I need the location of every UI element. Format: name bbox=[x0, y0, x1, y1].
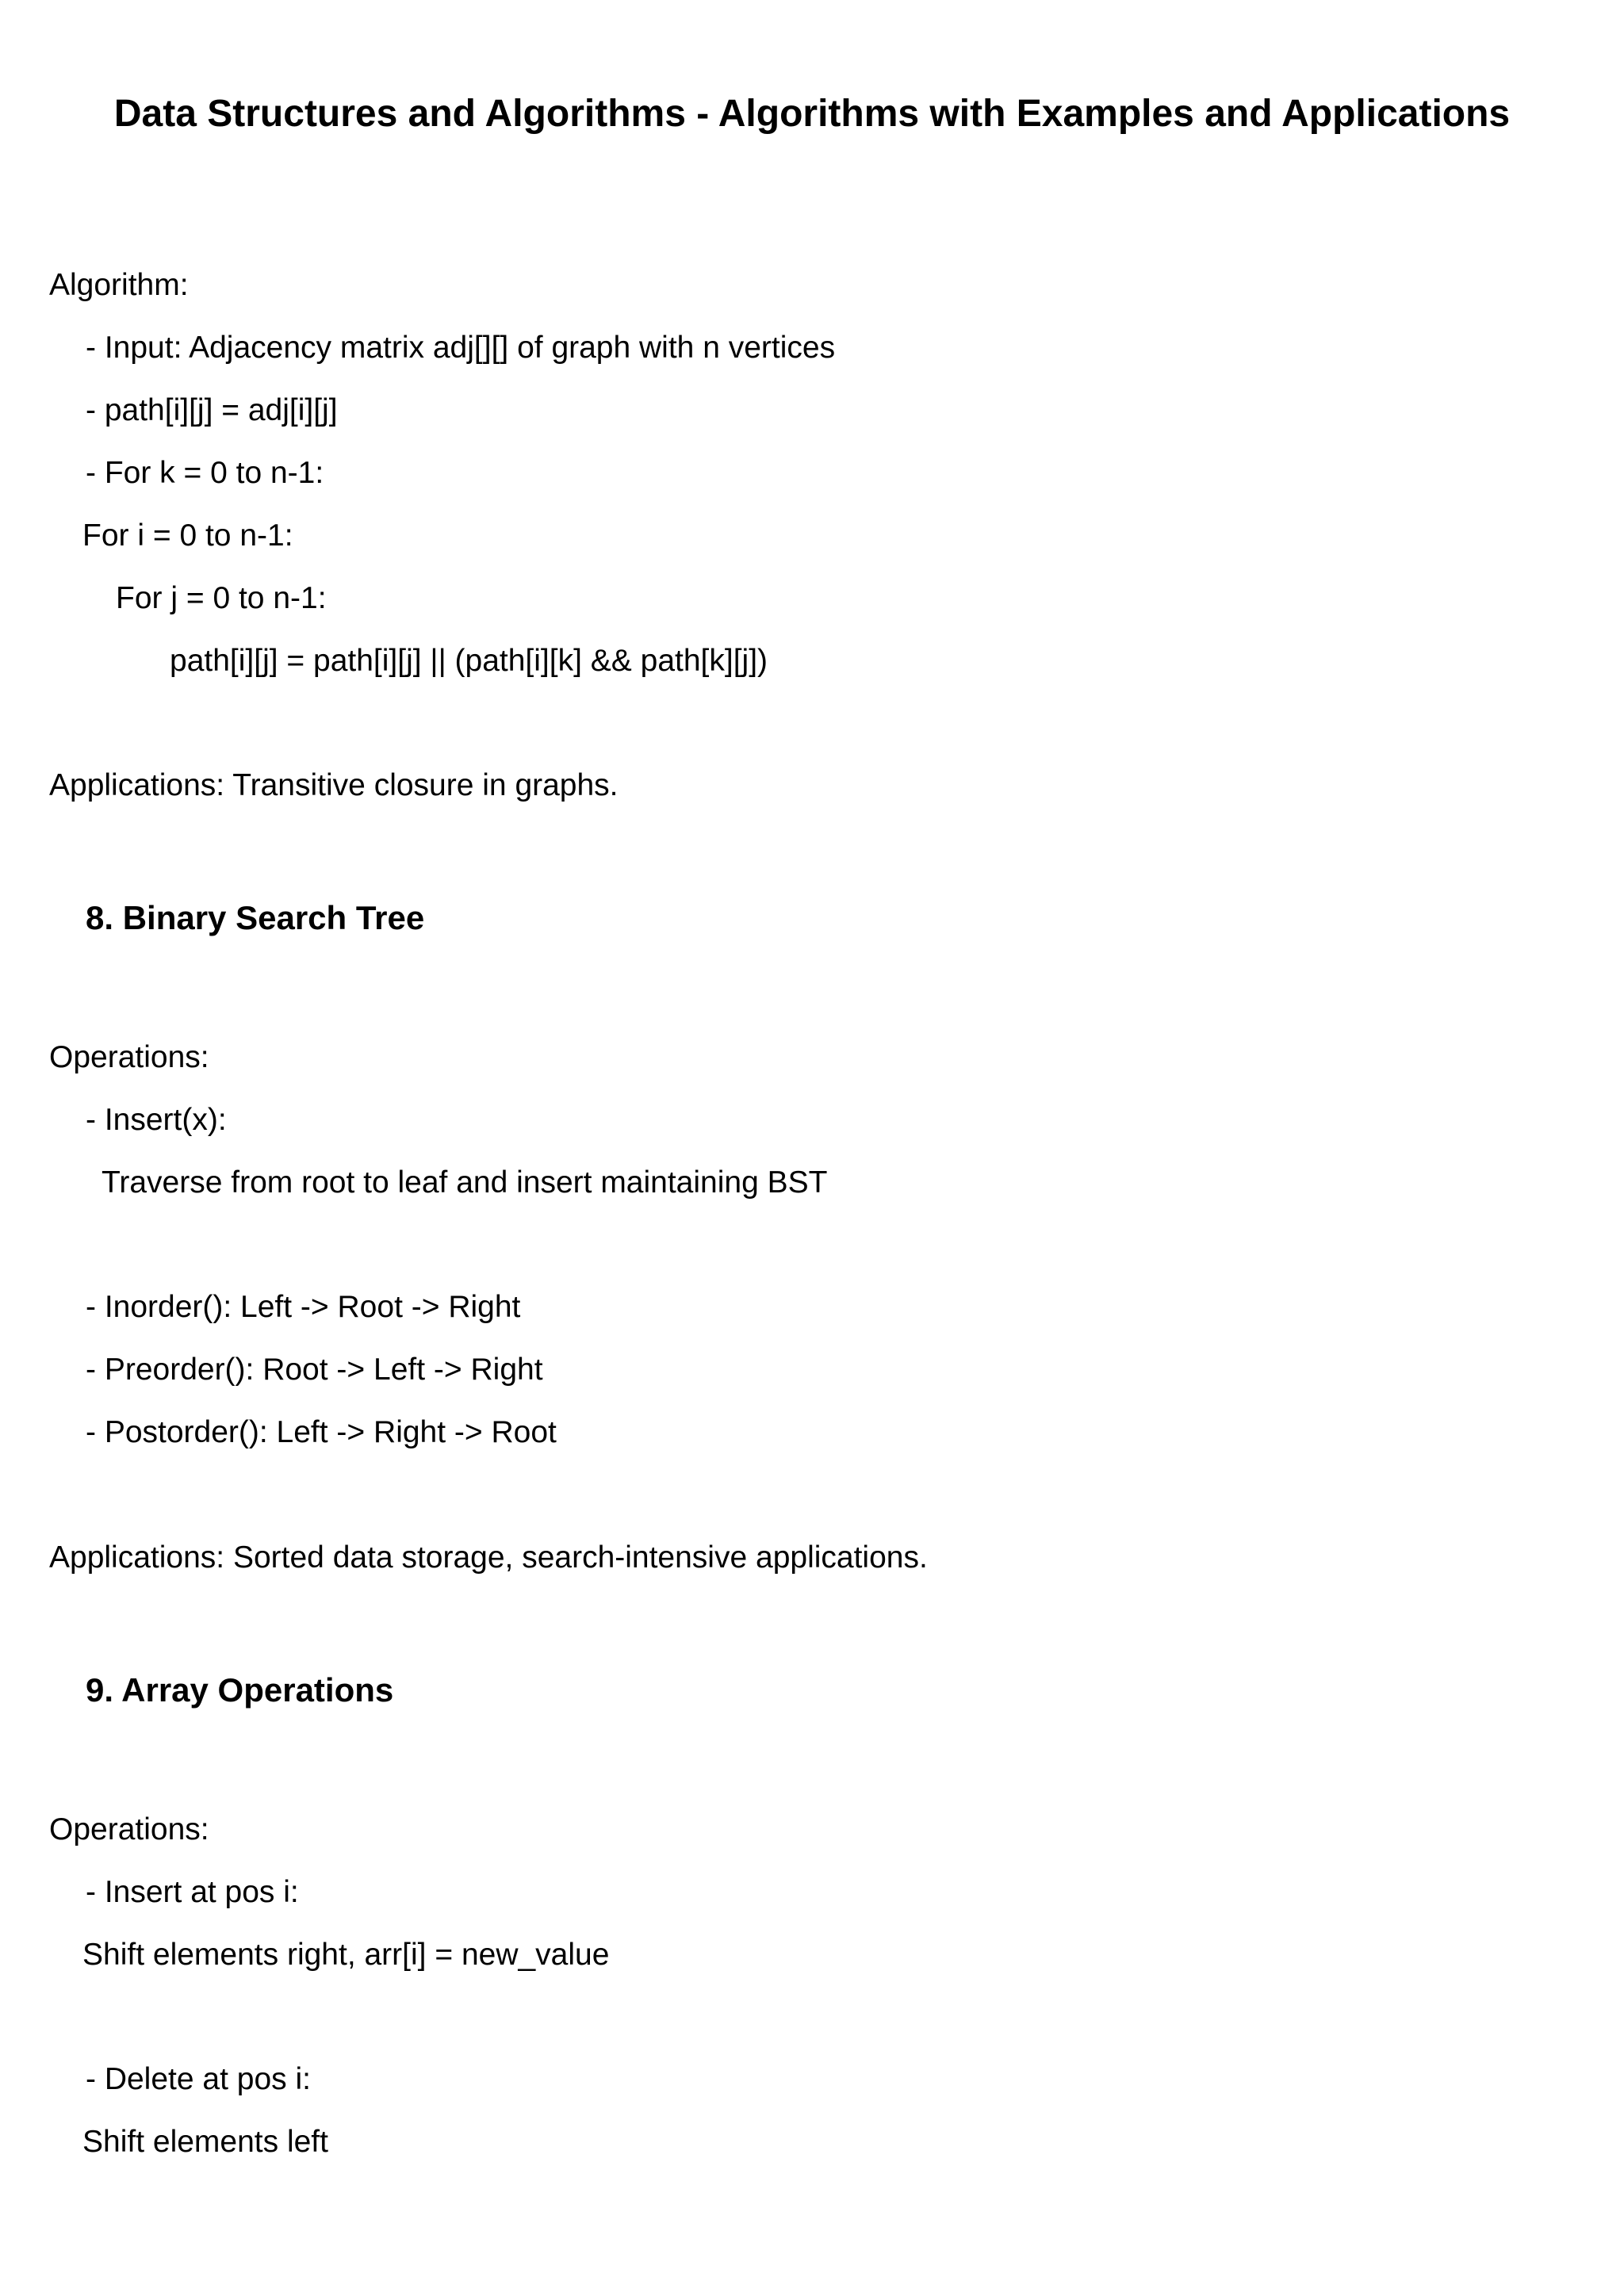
document-title: Data Structures and Algorithms - Algorithms with Examples and Applications bbox=[113, 93, 1511, 135]
algorithm-line-input: - Input: Adjacency matrix adj[][] of graph with n vertices bbox=[86, 331, 836, 365]
algorithm-line-loop-i: For i = 0 to n-1: bbox=[82, 519, 293, 553]
bst-preorder: - Preorder(): Root -> Left -> Right bbox=[86, 1353, 543, 1387]
algorithm-line-init: - path[i][j] = adj[i][j] bbox=[86, 393, 338, 427]
algorithm-line-loop-j: For j = 0 to n-1: bbox=[116, 581, 327, 615]
bst-insert-detail: Traverse from root to leaf and insert maintaining BST bbox=[102, 1165, 828, 1200]
bst-inorder: - Inorder(): Left -> Root -> Right bbox=[86, 1290, 521, 1324]
bst-insert: - Insert(x): bbox=[86, 1103, 227, 1137]
bst-operations-label: Operations: bbox=[49, 1040, 209, 1074]
algorithm-line-loop-k: - For k = 0 to n-1: bbox=[86, 456, 324, 490]
algorithm-label: Algorithm: bbox=[49, 268, 189, 302]
array-delete-detail: Shift elements left bbox=[82, 2125, 328, 2159]
algorithm-line-update: path[i][j] = path[i][j] || (path[i][k] && path[k][j]) bbox=[170, 644, 768, 678]
bst-postorder: - Postorder(): Left -> Right -> Root bbox=[86, 1415, 557, 1449]
bst-applications: Applications: Sorted data storage, search-intensive applications. bbox=[49, 1540, 928, 1575]
array-heading: 9. Array Operations bbox=[86, 1671, 394, 1709]
array-insert: - Insert at pos i: bbox=[86, 1875, 299, 1909]
array-delete: - Delete at pos i: bbox=[86, 2062, 311, 2096]
array-operations-label: Operations: bbox=[49, 1812, 209, 1846]
array-insert-detail: Shift elements right, arr[i] = new_value bbox=[82, 1938, 610, 1972]
algorithm-applications: Applications: Transitive closure in graphs. bbox=[49, 768, 619, 802]
bst-heading: 8. Binary Search Tree bbox=[86, 899, 425, 936]
